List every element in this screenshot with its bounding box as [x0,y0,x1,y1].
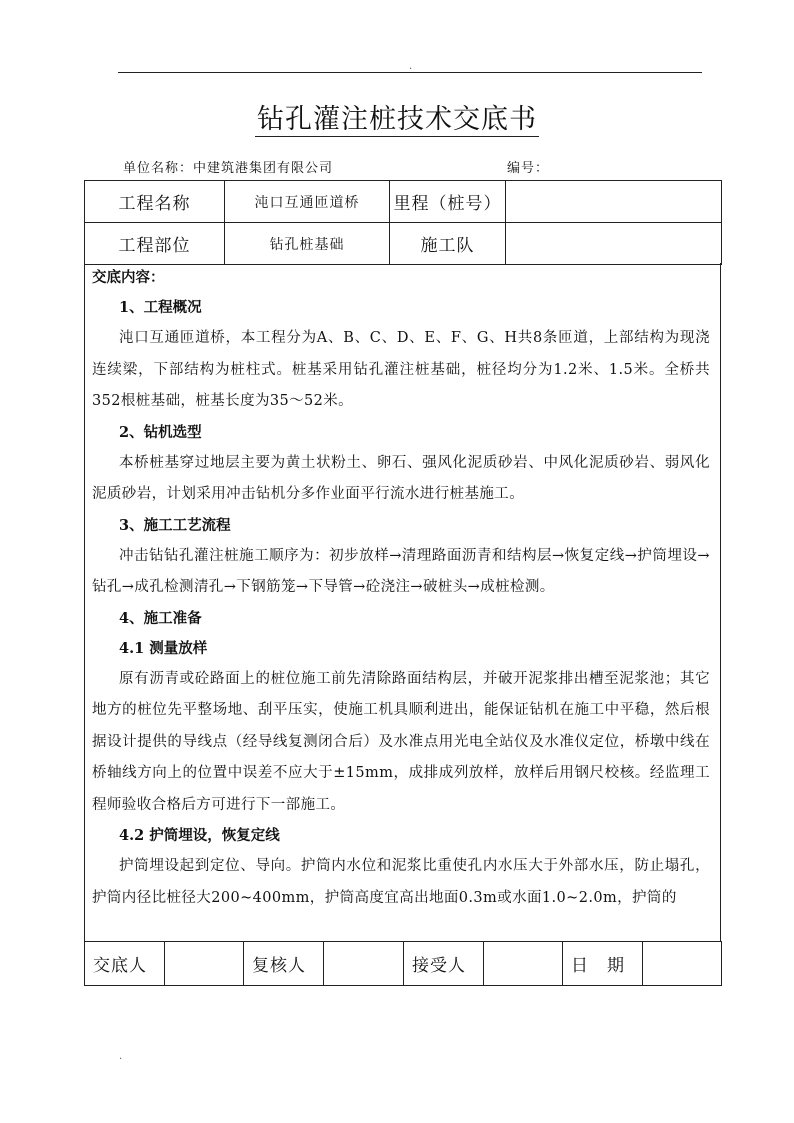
project-info-table [84,180,722,265]
document-number [507,160,549,178]
presenter-label: 交底人 [85,942,165,986]
presenter-value [165,942,244,986]
unit-name-label: 单位名称： [123,161,194,176]
mileage-value [506,181,722,223]
project-name-value: 沌口互通匝道桥 [225,181,390,223]
table-row [85,942,722,986]
section-2-text: 本桥桩基穿过地层主要为黄土状粉土、卵石、强风化泥质砂岩、中风化泥质砂岩、弱风化泥质砂岩，计划采用冲击钻机分多作业面平行流水进行桩基施工。 [92,454,710,502]
section-4-1-text: 原有沥青或砼路面上的桩位施工前先清除路面结构层，并破开泥浆排出槽至泥浆池；其它地方的桩位先平整场地、刮平压实，使施工机具顺利进出，能保证钻机在施工中平稳，然后根据设计提供的导线点（经导线复测闭合后）及水准点用光电全站仪及水准仪定位，桥墩中线在桥轴线方向上的位置中误差不应大于±15mm，成排成列放样，放样后用钢尺校核。经监理工程师验收合格后方可进行下一部施工。 [92,670,710,813]
section-4-title: 4、施工准备 [119,609,202,627]
content-label: 交底内容： [92,269,165,286]
footer-dot: . [119,1051,123,1062]
mileage-label: 里程（桩号） [390,181,506,223]
project-part-value: 钻孔桩基础 [225,223,390,265]
document-number-label: 编号： [507,161,550,176]
date-label: 日 期 [563,942,643,986]
construction-team-label: 施工队 [390,223,506,265]
reviewer-label: 复核人 [244,942,324,986]
unit-name [123,160,333,178]
date-value [643,942,722,986]
construction-team-value [506,223,722,265]
document-title-text: 钻孔灌注桩技术交底书 [257,104,537,135]
reviewer-value [324,942,404,986]
disclosure-content [84,263,721,941]
section-4-2-title: 4.2 护筒埋设，恢复定线 [119,827,280,844]
section-4-2-text: 护筒埋设起到定位、导向。护筒内水位和泥浆比重使孔内水压大于外部水压，防止塌孔，护筒内径比桩径大200~400mm，护筒高度宜高出地面0.3m或水面1.0~2.0m，护筒的 [92,858,710,906]
table-row [85,181,722,223]
unit-name-value: 中建筑港集团有限公司 [193,161,334,176]
project-name-label: 工程名称 [85,181,225,223]
section-1-title: 1、工程概况 [119,299,202,316]
section-1-text: 沌口互通匝道桥，本工程分为A、B、C、D、E、F、G、H共8条匝道，上部结构为现浇连续梁，下部结构为桩柱式。桩基采用钻孔灌注桩基础，桩径均分为1.2米、1.5米。全桥共352根桩基础，桩基长度为35～52米。 [92,330,710,409]
receiver-label: 接受人 [404,942,484,986]
header-rule [118,72,702,73]
section-3-text: 冲击钻钻孔灌注桩施工顺序为：初步放样→清理路面沥青和结构层→恢复定线→护筒埋设→钻孔→成孔检测清孔→下钢筋笼→下导管→砼浇注→破桩头→成桩检测。 [92,547,710,595]
signature-table [84,941,722,986]
section-4-1-title: 4.1 测量放样 [119,639,208,657]
receiver-value [484,942,563,986]
project-part-label: 工程部位 [85,223,225,265]
header-dot: . [409,61,413,72]
table-row [85,223,722,265]
document-title [0,100,794,140]
section-3-title: 3、施工工艺流程 [119,516,231,534]
section-2-title: 2、钻机选型 [119,423,202,441]
